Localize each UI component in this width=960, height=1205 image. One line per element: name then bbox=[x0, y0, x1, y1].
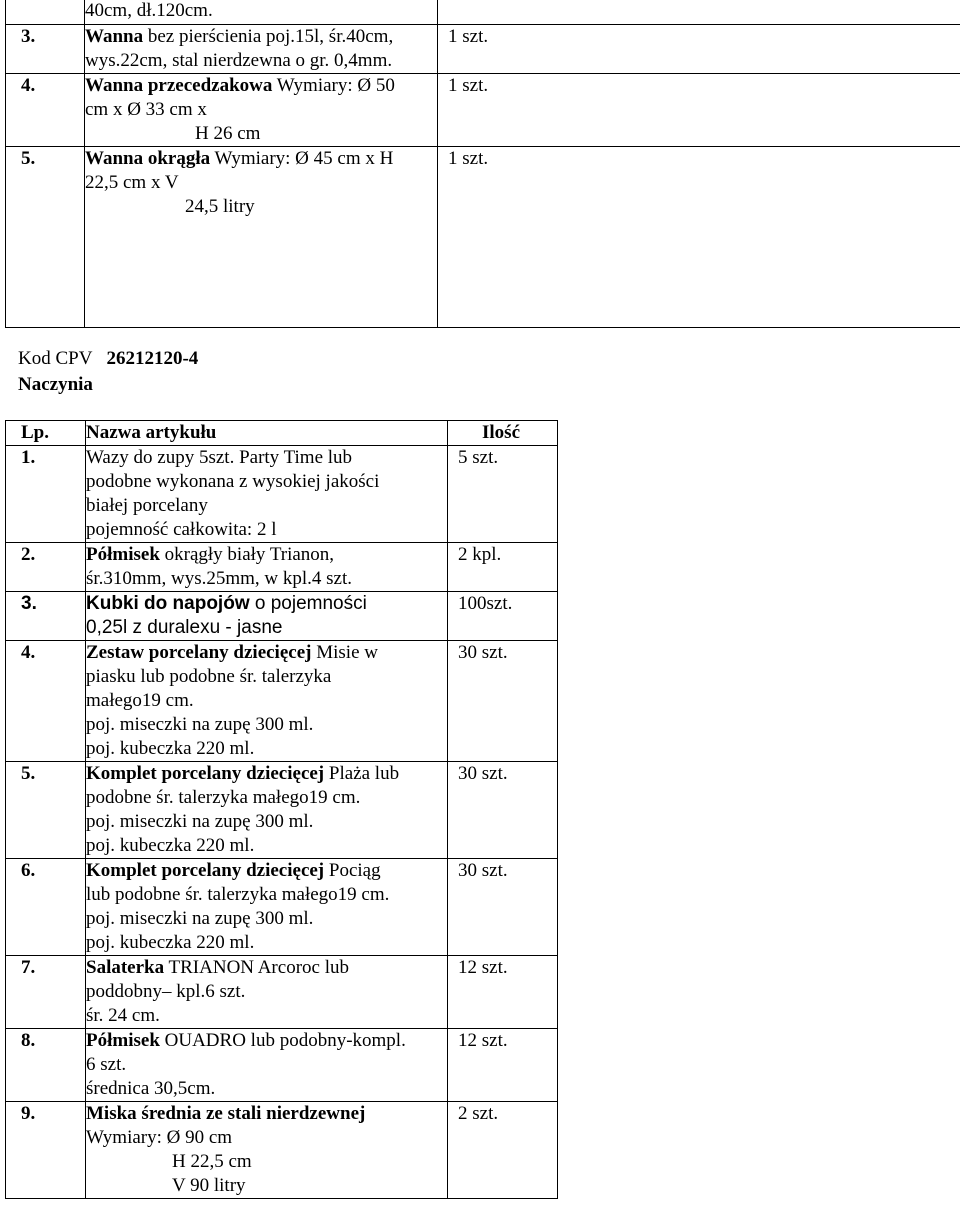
table-row bbox=[6, 641, 558, 762]
qty-cell: 5 szt. bbox=[448, 446, 558, 543]
name-cell: Salaterka TRIANON Arcoroc lub poddobny– kpl.6 szt. śr. 24 cm. bbox=[86, 956, 448, 1029]
lp-cell: 5. bbox=[6, 762, 86, 859]
name-cell: Komplet porcelany dziecięcej Pociąg lub podobne śr. talerzyka małego19 cm. poj. miseczki na zupę 300 ml. poj. kubeczka 220 ml. bbox=[86, 859, 448, 956]
name-cell: Kubki do napojów o pojemności 0,25l z duralexu - jasne bbox=[86, 592, 448, 641]
table-row bbox=[6, 1029, 558, 1102]
qty-cell: 1 szt. bbox=[438, 74, 960, 147]
name-cell: Miska średnia ze stali nierdzewnej Wymiary: Ø 90 cm H 22,5 cm V 90 litry bbox=[86, 1102, 448, 1199]
qty-cell: 1 szt. bbox=[438, 25, 960, 74]
table-row bbox=[6, 543, 558, 592]
name-cell: Wanna przecedzakowa Wymiary: Ø 50 cm x Ø 33 cm x H 26 cm bbox=[85, 74, 438, 147]
cpv-category: Naczynia bbox=[18, 374, 93, 395]
qty-cell: 30 szt. bbox=[448, 762, 558, 859]
qty-cell: 2 kpl. bbox=[448, 543, 558, 592]
table-row bbox=[6, 859, 558, 956]
qty-cell: 1 szt. bbox=[438, 147, 960, 328]
items-table bbox=[5, 420, 558, 1199]
table-row bbox=[6, 446, 558, 543]
lp-cell: 8. bbox=[6, 1029, 86, 1102]
table-row bbox=[6, 762, 558, 859]
name-cell: Zestaw porcelany dziecięcej Misie w piasku lub podobne śr. talerzyka małego19 cm. poj. miseczki na zupę 300 ml. poj. kubeczka 220 ml. bbox=[86, 641, 448, 762]
table-row bbox=[6, 1102, 558, 1199]
qty-cell: 12 szt. bbox=[448, 1029, 558, 1102]
cpv-heading bbox=[18, 346, 198, 398]
name-cell: Wazy do zupy 5szt. Party Time lub podobne wykonana z wysokiej jakości białej porcelany pojemność całkowita: 2 l bbox=[86, 446, 448, 543]
lp-cell: 7. bbox=[6, 956, 86, 1029]
lp-cell: 5. bbox=[6, 147, 85, 328]
table-row bbox=[6, 0, 960, 25]
header-qty: Ilość bbox=[448, 421, 558, 446]
cpv-code-line bbox=[18, 346, 198, 372]
table-row bbox=[6, 25, 960, 74]
qty-cell bbox=[438, 0, 960, 25]
qty-cell: 12 szt. bbox=[448, 956, 558, 1029]
qty-cell: 30 szt. bbox=[448, 859, 558, 956]
qty-cell: 100szt. bbox=[448, 592, 558, 641]
header-name: Nazwa artykułu bbox=[86, 421, 448, 446]
table-row bbox=[6, 592, 558, 641]
cpv-code: 26212120-4 bbox=[106, 348, 199, 369]
lp-cell: 3. bbox=[6, 592, 86, 641]
lp-cell bbox=[6, 0, 85, 25]
lp-cell: 6. bbox=[6, 859, 86, 956]
lp-cell: 2. bbox=[6, 543, 86, 592]
name-cell: Komplet porcelany dziecięcej Plaża lub podobne śr. talerzyka małego19 cm. poj. miseczki na zupę 300 ml. poj. kubeczka 220 ml. bbox=[86, 762, 448, 859]
name-cell: Wanna okrągła Wymiary: Ø 45 cm x H 22,5 cm x V 24,5 litry bbox=[85, 147, 438, 328]
lp-cell: 4. bbox=[6, 74, 85, 147]
name-cell: 40cm, dł.120cm. bbox=[85, 0, 438, 25]
name-cell: Półmisek okrągły biały Trianon, śr.310mm, wys.25mm, w kpl.4 szt. bbox=[86, 543, 448, 592]
table-row bbox=[6, 956, 558, 1029]
name-cell: Półmisek OUADRO lub podobny-kompl. 6 szt. średnica 30,5cm. bbox=[86, 1029, 448, 1102]
table-row bbox=[6, 74, 960, 147]
continuation-table bbox=[5, 0, 960, 328]
table-header-row bbox=[6, 421, 558, 446]
cpv-label: Kod CPV bbox=[18, 348, 93, 369]
qty-cell: 30 szt. bbox=[448, 641, 558, 762]
lp-cell: 3. bbox=[6, 25, 85, 74]
lp-cell: 4. bbox=[6, 641, 86, 762]
table-row bbox=[6, 147, 960, 328]
lp-cell: 1. bbox=[6, 446, 86, 543]
qty-cell: 2 szt. bbox=[448, 1102, 558, 1199]
name-cell: Wanna bez pierścienia poj.15l, śr.40cm, wys.22cm, stal nierdzewna o gr. 0,4mm. bbox=[85, 25, 438, 74]
header-lp: Lp. bbox=[6, 421, 86, 446]
lp-cell: 9. bbox=[6, 1102, 86, 1199]
